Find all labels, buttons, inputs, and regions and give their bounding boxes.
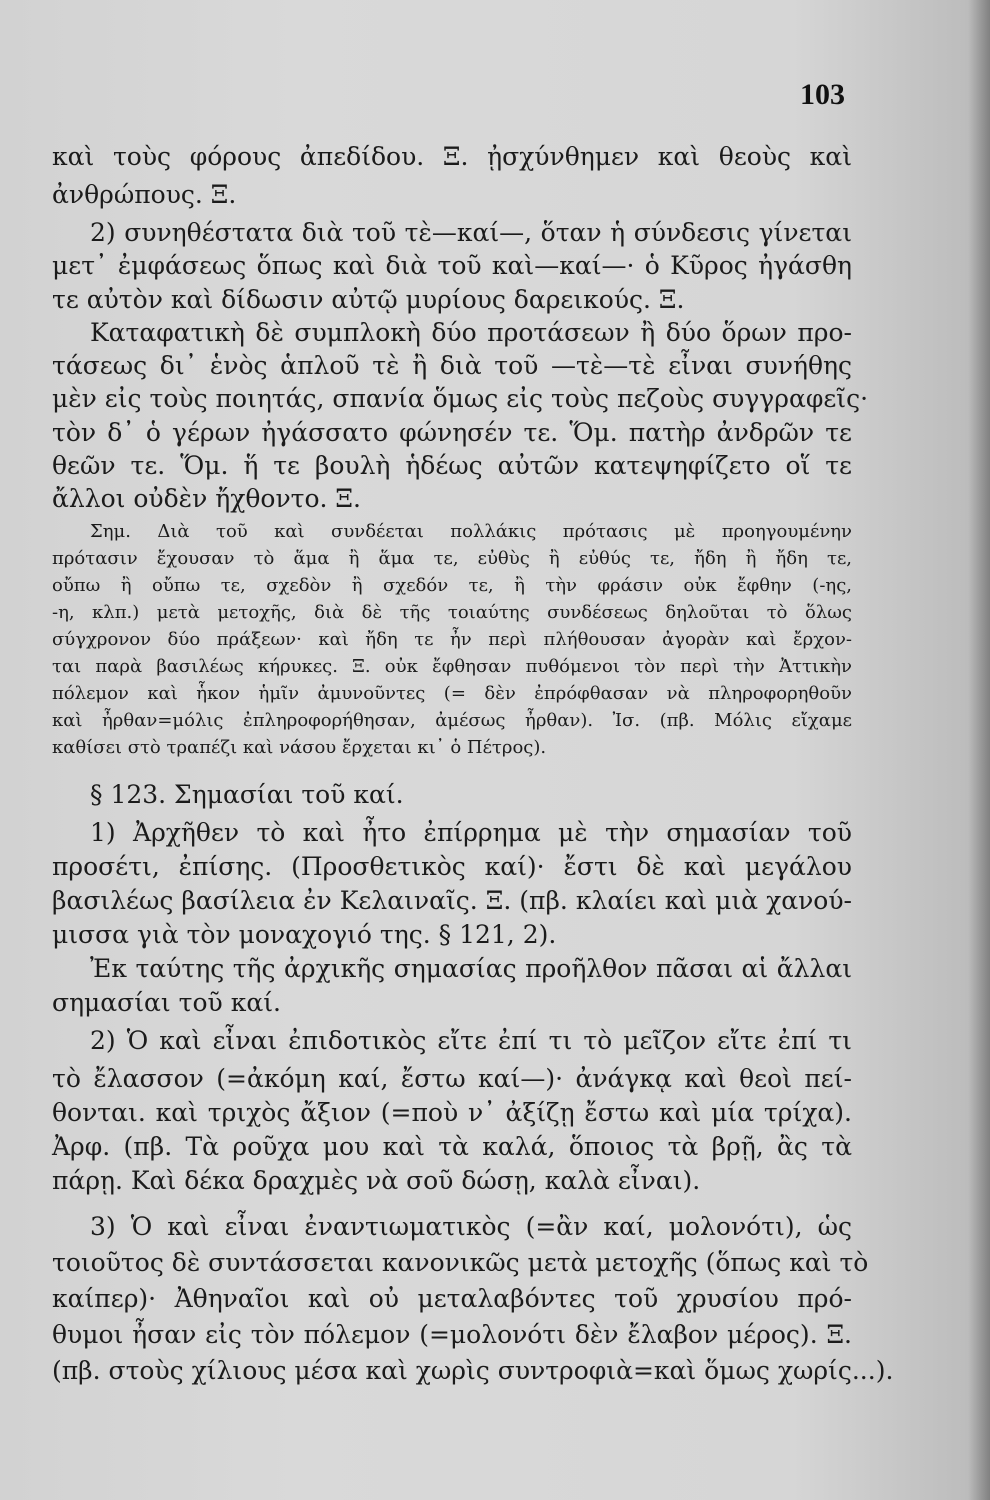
note-line: Σημ. Διὰ τοῦ καὶ συνδέεται πολλάκις πρότασις μὲ προηγουμένην	[90, 521, 852, 542]
page-number: 103	[800, 78, 845, 111]
text-line: (πβ. στοὺς χίλιους μέσα καὶ χωρὶς συντροφιὰ=καὶ ὅμως χωρίς...).	[52, 1356, 894, 1385]
text-line: Ἐκ ταύτης τῆς ἀρχικῆς σημασίας προῆλθον πᾶσαι αἱ ἄλλαι	[90, 954, 852, 983]
text-line: 2) Ὁ καὶ εἶναι ἐπιδοτικὸς εἴτε ἐπί τι τὸ μεῖζον εἴτε ἐπί τι	[90, 1026, 852, 1055]
note-line: -η, κλπ.) μετὰ μετοχῆς, διὰ δὲ τῆς τοιαύτης συνδέσεως δηλοῦται τὸ ὅλως	[52, 602, 852, 623]
section-heading: § 123. Σημασίαι τοῦ καί.	[90, 780, 404, 809]
note-line: οὔπω ἢ οὔπω τε, σχεδὸν ἢ σχεδόν τε, ἢ τὴν φράσιν οὐκ ἔφθην (-ης,	[52, 575, 852, 596]
text-line: 2) συνηθέστατα διὰ τοῦ τὲ—καί—, ὅταν ἡ σύνδεσις γίνεται	[90, 218, 852, 247]
text-line: μισσα γιὰ τὸν μοναχογιό της. § 121, 2).	[52, 920, 557, 949]
note-line: καθίσει στὸ τραπέζι καὶ νάσου ἔρχεται κι᾽ ὁ Πέτρος).	[52, 737, 547, 758]
text-line: Καταφατικὴ δὲ συμπλοκὴ δύο προτάσεων ἢ δύο ὅρων προ-	[90, 318, 852, 347]
text-line: 1) Ἀρχῆθεν τὸ καὶ ἦτο ἐπίρρημα μὲ τὴν σημασίαν τοῦ	[90, 818, 852, 847]
text-line: θονται. καὶ τριχὸς ἄξιον (=ποὺ ν᾽ ἀξίζῃ ἔστω καὶ μία τρίχα).	[52, 1098, 852, 1127]
text-line: τοιοῦτος δὲ συντάσσεται κανονικῶς μετὰ μετοχῆς (ὅπως καὶ τὸ	[52, 1248, 869, 1277]
text-line: σημασίαι τοῦ καί.	[52, 988, 281, 1017]
text-line: πάρῃ. Καὶ δέκα δραχμὲς νὰ σοῦ δώσῃ, καλὰ εἶναι).	[52, 1166, 701, 1195]
text-line: θυμοι ἦσαν εἰς τὸν πόλεμον (=μολονότι δὲν ἔλαβον μέρος). Ξ.	[52, 1320, 852, 1349]
text-line: ἀνθρώπους. Ξ.	[52, 180, 237, 209]
note-line: σύγχρονον δύο πράξεων· καὶ ἤδη τε ἦν περὶ πλήθουσαν ἀγορὰν καὶ ἔρχον-	[52, 629, 852, 650]
text-line: Ἀρφ. (πβ. Τὰ ροῦχα μου καὶ τὰ καλά, ὅποιος τὰ βρῇ, ἂς τὰ	[52, 1132, 852, 1161]
note-line: καὶ ἦρθαν=μόλις ἐπληροφορήθησαν, ἀμέσως ἦρθαν). Ἰσ. (πβ. Μόλις εἴχαμε	[52, 710, 852, 731]
note-line: ται παρὰ βασιλέως κήρυκες. Ξ. οὐκ ἔφθησαν πυθόμενοι τὸν περὶ τὴν Ἀττικὴν	[52, 656, 852, 677]
text-line: 3) Ὁ καὶ εἶναι ἐναντιωματικὸς (=ἂν καί, μολονότι), ὡς	[90, 1212, 852, 1241]
text-line: βασιλέως βασίλεια ἐν Κελαιναῖς. Ξ. (πβ. κλαίει καὶ μιὰ χανού-	[52, 886, 852, 915]
text-line: μετ᾽ ἐμφάσεως ὅπως καὶ διὰ τοῦ καὶ—καί—· ὁ Κῦρος ἠγάσθη	[52, 251, 852, 280]
text-line: ἄλλοι οὐδὲν ἤχθοντο. Ξ.	[52, 484, 361, 513]
text-line: προσέτι, ἐπίσης. (Προσθετικὸς καί)· ἔστι δὲ καὶ μεγάλου	[52, 852, 852, 881]
note-line: πόλεμον καὶ ἧκον ἡμῖν ἀμυνοῦντες (= δὲν ἐπρόφθασαν νὰ πληροφορηθοῦν	[52, 683, 852, 704]
text-line: τὸν δ᾽ ὁ γέρων ἠγάσσατο φώνησέν τε. Ὅμ. πατὴρ ἀνδρῶν τε	[52, 418, 852, 447]
text-line: τε αὐτὸν καὶ δίδωσιν αὐτῷ μυρίους δαρεικούς. Ξ.	[52, 285, 685, 314]
text-line: μὲν εἰς τοὺς ποιητάς, σπανία ὅμως εἰς τοὺς πεζοὺς συγγραφεῖς·	[52, 384, 869, 413]
note-line: πρότασιν ἔχουσαν τὸ ἅμα ἢ ἅμα τε, εὐθὺς ἢ εὐθύς τε, ἤδη ἢ ἤδη τε,	[52, 548, 852, 569]
text-line: θεῶν τε. Ὅμ. ἥ τε βουλὴ ἡδέως αὐτῶν κατεψηφίζετο οἵ τε	[52, 451, 852, 480]
page-edge-shadow	[968, 0, 990, 1500]
text-line: τάσεως δι᾽ ἑνὸς ἁπλοῦ τὲ ἢ διὰ τοῦ —τὲ—τὲ εἶναι συνήθης	[52, 351, 852, 380]
text-line: τὸ ἔλασσον (=ἀκόμη καί, ἔστω καί—)· ἀνάγκᾳ καὶ θεοὶ πεί-	[52, 1064, 852, 1093]
text-line: καὶ τοὺς φόρους ἀπεδίδου. Ξ. ᾐσχύνθημεν καὶ θεοὺς καὶ	[52, 142, 852, 171]
text-line: καίπερ)· Ἀθηναῖοι καὶ οὐ μεταλαβόντες τοῦ χρυσίου πρό-	[52, 1284, 852, 1313]
